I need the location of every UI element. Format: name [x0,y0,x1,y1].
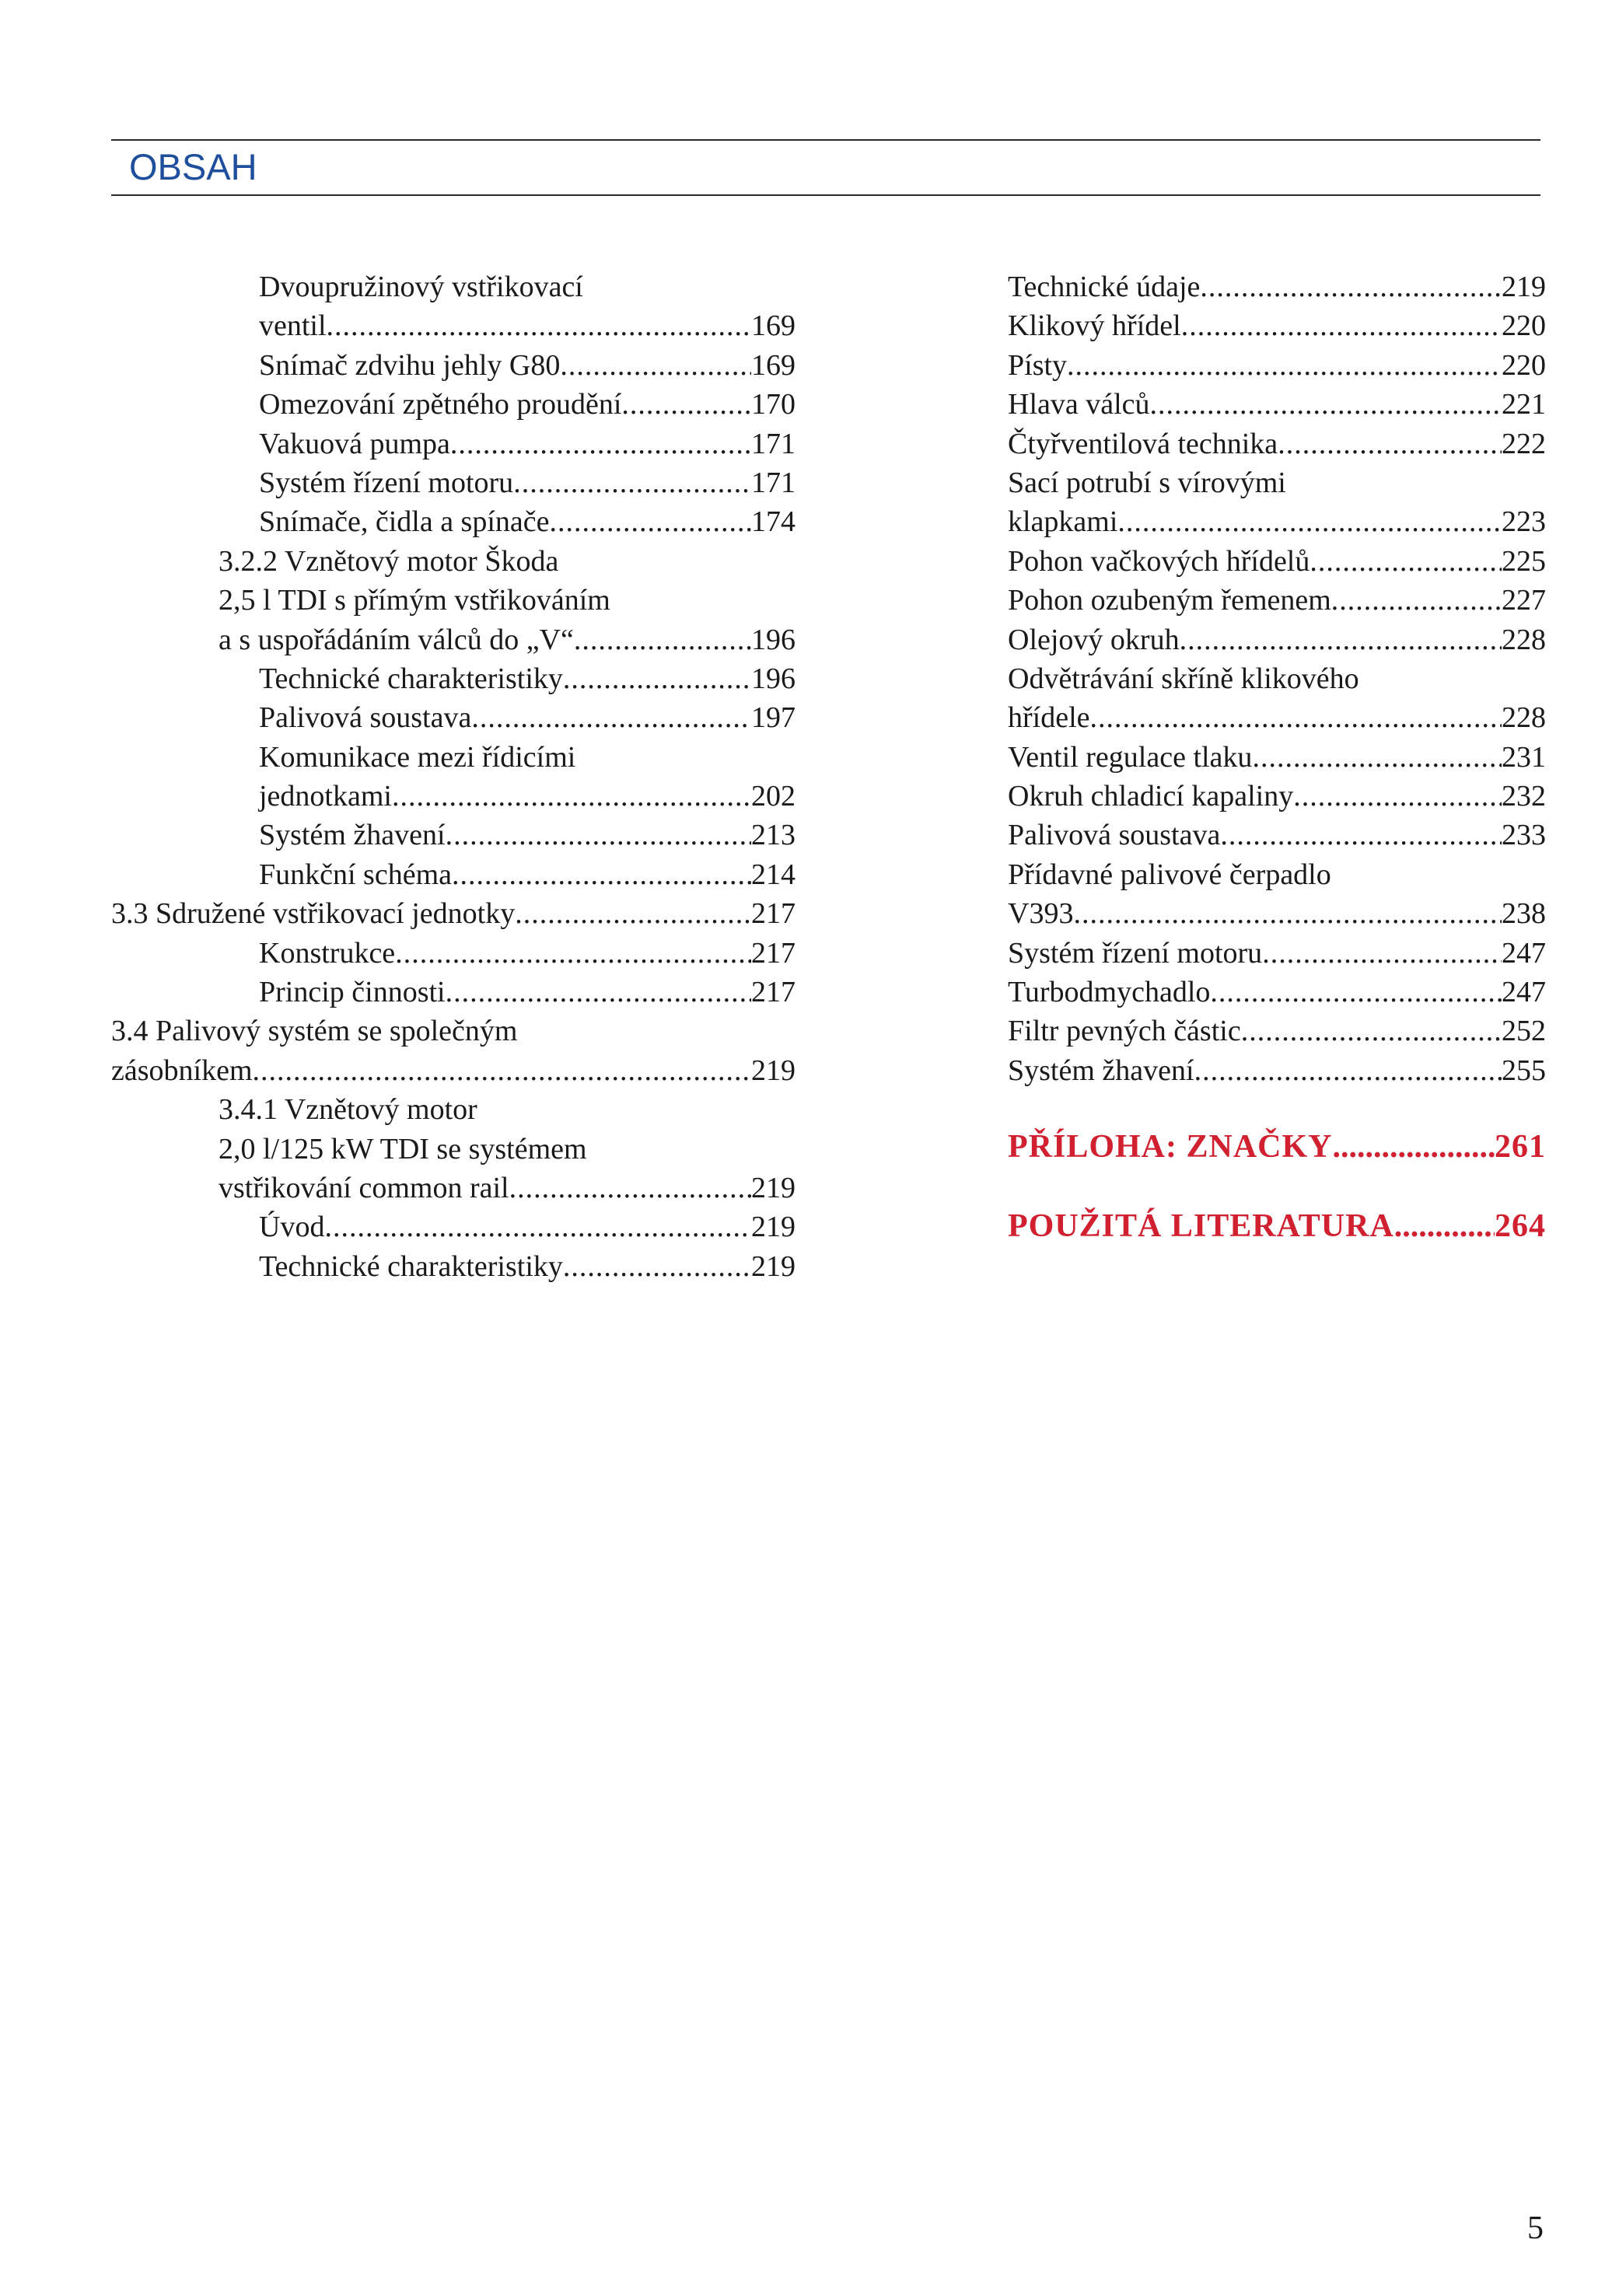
header-top-rule [111,139,1540,141]
dot-leader [1117,502,1502,541]
toc-entry-title: Sací potrubí s vírovými [1008,466,1286,499]
dot-leader [621,385,751,424]
toc-entry[interactable] [1008,1012,1546,1050]
toc-entry-page: 213 [751,819,796,852]
toc-entry-page: 174 [751,505,796,539]
toc-entry-title: Snímač zdvihu jehly G80 [259,348,561,382]
toc-entry[interactable] [111,816,796,854]
toc-entry[interactable] [1008,816,1546,854]
toc-entry-title: jednotkami [259,780,392,813]
toc-entry-title: Přídavné palivové čerpadlo [1008,858,1331,891]
appendix-entry-literature[interactable] [1008,1207,1546,1246]
appendix-entry-title: PŘÍLOHA: ZNAČKY [1008,1129,1333,1165]
toc-entry-page: 223 [1502,505,1546,539]
toc-right-column [1008,267,1546,1246]
dot-leader [392,777,751,816]
toc-entry[interactable] [1008,855,1546,894]
toc-entry[interactable] [111,777,796,816]
dot-leader [1194,1051,1502,1090]
toc-entry-title: Turbodmychadlo [1008,976,1211,1009]
toc-entry-title: ventil [259,309,327,343]
toc-entry-page: 171 [751,427,796,460]
toc-entry-title: 3.4 Palivový systém se společným [111,1015,518,1048]
toc-entry-title: Technické údaje [1008,271,1201,303]
toc-entry-title: 3.4.1 Vznětový motor [219,1093,477,1127]
toc-entry[interactable] [111,425,796,463]
dot-leader [1220,816,1502,854]
toc-entry-title: Systém žhavení [1008,1054,1194,1087]
toc-entry-page: 196 [751,662,796,695]
toc-entry-title: zásobníkem [111,1054,253,1087]
toc-entry[interactable] [1008,581,1546,620]
toc-entry-page: 220 [1502,309,1546,343]
toc-entry-title: Pohon vačkových hřídelů [1008,544,1310,578]
toc-entry[interactable] [1008,777,1546,816]
dot-leader [395,934,751,973]
toc-entry-page: 217 [751,976,796,1009]
toc-entry-page: 171 [751,466,796,499]
toc-entry-title: 3.2.2 Vznětový motor Škoda [219,544,559,578]
toc-entry[interactable] [111,1247,796,1286]
toc-entry[interactable] [111,855,796,894]
dot-leader [1210,973,1502,1012]
dot-leader [452,855,751,894]
dot-leader [574,620,751,659]
toc-entry-page: 233 [1502,819,1546,852]
toc-entry-page: 170 [751,388,796,421]
dot-leader [1293,777,1502,816]
toc-entry-title: a s uspořádáním válců do „V“ [219,623,574,656]
toc-entry-title: Palivová soustava [1008,819,1221,852]
dot-leader [446,973,751,1012]
toc-entry[interactable] [111,973,796,1012]
appendix-entry-page: 264 [1495,1208,1546,1245]
dot-leader [513,463,751,502]
toc-entry-page: 228 [1502,623,1546,656]
toc-entry-title: Pohon ozubeným řemenem [1008,584,1331,617]
toc-entry[interactable] [1008,385,1546,424]
dot-leader [563,1247,751,1286]
toc-entry[interactable] [1008,346,1546,385]
toc-entry-title: Snímače, čidla a spínače [259,505,550,539]
toc-entry-page: 238 [1502,897,1546,931]
dot-leader [1310,542,1502,581]
toc-entry-title: Palivová soustava [259,701,472,735]
toc-entry-title: Klikový hřídel [1008,309,1181,343]
dot-leader [324,1207,751,1246]
toc-entry-page: 222 [1502,427,1546,460]
toc-entry-title: V393 [1008,897,1074,931]
toc-entry[interactable] [1008,738,1546,777]
toc-entry-page: 221 [1502,388,1546,421]
toc-entry[interactable] [1008,894,1546,933]
toc-entry-title: Čtyřventilová technika [1008,427,1278,460]
toc-entry-page: 252 [1502,1015,1546,1048]
toc-entry-title: Hlava válců [1008,388,1150,421]
toc-entry-page: 197 [751,701,796,735]
toc-entry-title: hřídele [1008,701,1090,735]
toc-entry-title: Vakuová pumpa [259,427,450,460]
toc-entry-title: Princip činnosti [259,976,446,1009]
toc-entry-page: 217 [751,936,796,970]
toc-entry-page: 219 [751,1211,796,1244]
appendix-entry-symbols[interactable] [1008,1127,1546,1166]
toc-entry-title: Komunikace mezi řídicími [259,740,576,774]
toc-entry-page: 247 [1502,976,1546,1009]
toc-entry-title: Technické charakteristiky [259,1249,563,1283]
toc-entry-title: 2,0 l/125 kW TDI se systémem [219,1132,587,1165]
toc-entry[interactable] [111,934,796,973]
toc-entry[interactable] [1008,620,1546,659]
toc-entry-title: Písty [1008,348,1068,382]
toc-entry[interactable] [1008,425,1546,463]
toc-entry[interactable] [111,1169,796,1207]
toc-left-column [111,267,796,1286]
dot-leader [1241,1012,1502,1050]
toc-entry[interactable] [111,620,796,659]
toc-entry[interactable] [111,698,796,737]
toc-entry-title: Ventil regulace tlaku [1008,740,1253,774]
toc-entry[interactable] [1008,934,1546,973]
toc-entry-page: 196 [751,623,796,656]
toc-entry[interactable] [1008,306,1546,345]
toc-entry-title: 3.3 Sdružené vstřikovací jednotky [111,897,516,931]
toc-entry[interactable] [111,1090,796,1129]
toc-entry-title: Systém žhavení [259,819,446,852]
toc-entry[interactable] [111,463,796,502]
toc-entry-title: 2,5 l TDI s přímým vstřikováním [219,584,610,617]
toc-entry-page: 227 [1502,584,1546,617]
toc-entry-page: 232 [1502,780,1546,813]
toc-entry[interactable] [111,894,796,933]
toc-entry-title: Funkční schéma [259,858,453,891]
toc-entry-page: 225 [1502,544,1546,578]
toc-entry-title: Odvětrávání skříně klikového [1008,662,1359,695]
toc-entry[interactable] [1008,973,1546,1012]
dot-leader [1090,698,1502,737]
toc-entry-title: Okruh chladicí kapaliny [1008,780,1294,813]
toc-entry-page: 228 [1502,701,1546,735]
dot-leader [327,306,751,345]
toc-entry[interactable] [1008,267,1546,306]
dot-leader [450,425,751,463]
toc-entry-page: 169 [751,309,796,343]
toc-entry-title: Omezování zpětného proudění [259,388,622,421]
dot-leader [1278,425,1502,463]
toc-entry[interactable] [111,502,796,541]
toc-entry[interactable] [111,659,796,698]
toc-entry[interactable] [111,1207,796,1246]
toc-entry-page: 217 [751,897,796,931]
toc-entry-title: vstřikování common rail [219,1171,509,1204]
header-bottom-rule [111,194,1540,196]
dot-leader [1333,1127,1495,1166]
toc-entry[interactable] [111,1012,796,1050]
dot-leader [509,1169,751,1207]
dot-leader [1331,581,1502,620]
toc-entry[interactable] [111,267,796,306]
toc-entry[interactable] [111,542,796,581]
toc-entry[interactable] [1008,463,1546,502]
toc-entry-page: 247 [1502,936,1546,970]
page-number: 5 [1527,2210,1544,2246]
dot-leader [1073,894,1502,933]
toc-entry-title: Technické charakteristiky [259,662,563,695]
dot-leader [446,816,751,854]
toc-entry-page: 219 [751,1249,796,1283]
toc-entry-page: 202 [751,780,796,813]
appendix-entry-page: 261 [1495,1129,1546,1165]
toc-entry[interactable] [1008,1051,1546,1090]
dot-leader [1150,385,1502,424]
dot-leader [1200,267,1502,306]
toc-entry-title: Konstrukce [259,936,396,970]
dot-leader [1394,1207,1495,1246]
dot-leader [1262,934,1502,973]
toc-entry-page: 231 [1502,740,1546,774]
toc-entry[interactable] [111,581,796,620]
dot-leader [550,502,751,541]
toc-entry[interactable] [111,738,796,777]
toc-entry[interactable] [111,1051,796,1090]
toc-entry[interactable] [1008,542,1546,581]
toc-entry[interactable] [1008,659,1546,698]
dot-leader [560,346,751,385]
toc-entry-page: 219 [1502,271,1546,303]
toc-entry-page: 219 [751,1171,796,1204]
dot-leader [515,894,751,933]
toc-entry-title: klapkami [1008,505,1118,539]
toc-entry[interactable] [111,346,796,385]
toc-entry-title: Systém řízení motoru [259,466,514,499]
toc-entry[interactable] [111,385,796,424]
dot-leader [563,659,751,698]
dot-leader [1067,346,1502,385]
dot-leader [1181,306,1502,345]
toc-entry-page: 169 [751,348,796,382]
toc-entry-page: 214 [751,858,796,891]
dot-leader [253,1051,751,1090]
toc-entry-title: Dvoupružinový vstřikovací [259,271,583,303]
toc-entry-title: Olejový okruh [1008,623,1180,656]
appendix-entry-title: POUŽITÁ LITERATURA [1008,1208,1394,1245]
toc-entry-page: 220 [1502,348,1546,382]
toc-entry-title: Filtr pevných částic [1008,1015,1241,1048]
dot-leader [471,698,751,737]
toc-entry[interactable] [1008,502,1546,541]
toc-entry-title: Úvod [259,1211,325,1244]
toc-entry[interactable] [1008,698,1546,737]
toc-entry[interactable] [111,1130,796,1169]
toc-entry-page: 219 [751,1054,796,1087]
dot-leader [1180,620,1502,659]
toc-entry-title: Systém řízení motoru [1008,936,1263,970]
dot-leader [1252,738,1502,777]
toc-entry-page: 255 [1502,1054,1546,1087]
toc-entry[interactable] [111,306,796,345]
page-title: OBSAH [129,146,257,187]
